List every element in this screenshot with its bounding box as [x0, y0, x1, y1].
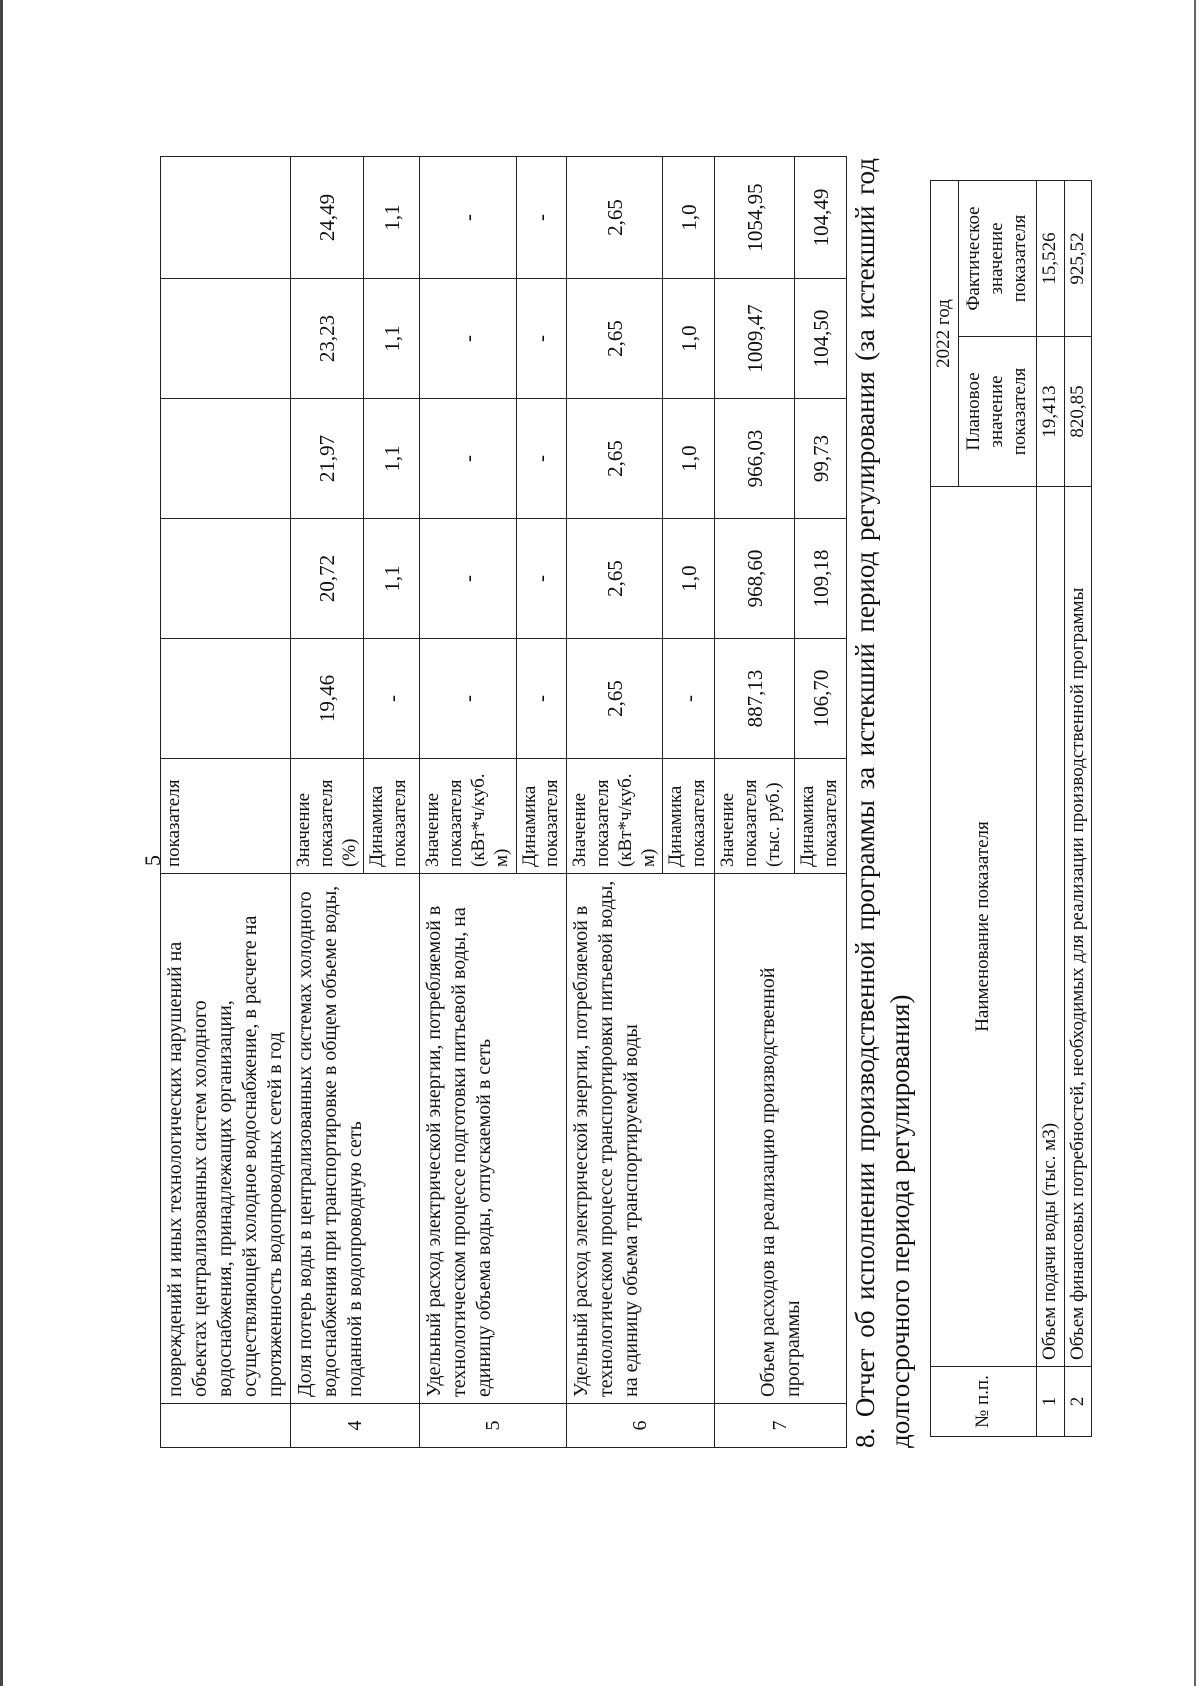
row-number — [161, 1404, 291, 1448]
value-cell: 99,73 — [795, 399, 847, 519]
report-table — [930, 180, 1092, 1437]
value-cell: 887,13 — [715, 639, 795, 759]
row-number: 1 — [1036, 1367, 1064, 1437]
header-fact: Фактическое значение показателя — [958, 180, 1036, 336]
fact-value: 925,52 — [1064, 180, 1092, 336]
row-number: 5 — [420, 1404, 567, 1448]
value-cell: - — [516, 519, 567, 639]
value-cell: - — [516, 639, 567, 759]
value-cell: 20,72 — [291, 519, 364, 639]
header-name: Наименование показателя — [931, 487, 1037, 1367]
value-cell: 1054,95 — [715, 157, 795, 279]
value-cell: 104,50 — [795, 279, 847, 399]
value-cell: - — [420, 639, 516, 759]
value-cell — [161, 279, 291, 399]
metric-label: Значение показателя (кВт*ч/куб. м) — [567, 759, 663, 874]
metric-label: Динамика показателя — [516, 759, 567, 874]
value-cell: 19,46 — [291, 639, 364, 759]
row-number: 7 — [715, 1404, 847, 1448]
value-cell: 2,65 — [567, 157, 663, 279]
plan-value: 19,413 — [1036, 337, 1064, 487]
metric-label: Значение показателя (тыс. руб.) — [715, 759, 795, 874]
value-cell: 966,03 — [715, 399, 795, 519]
value-cell: 2,65 — [567, 399, 663, 519]
value-cell: 2,65 — [567, 519, 663, 639]
value-cell: - — [420, 399, 516, 519]
page-number: 5 — [140, 855, 165, 866]
header-no: № п.п. — [931, 1367, 1037, 1437]
indicator-name: Удельный расход электрической энергии, потребляемой в технологическом процессе подготовки питьевой воды, на единицу объема воды, отпускаемой в сеть — [420, 874, 567, 1404]
value-cell: 23,23 — [291, 279, 364, 399]
value-cell: 2,65 — [567, 279, 663, 399]
value-cell: 106,70 — [795, 639, 847, 759]
metric-label: Динамика показателя — [663, 759, 715, 874]
value-cell: - — [663, 639, 715, 759]
table-row — [420, 157, 516, 1448]
table-row — [291, 157, 364, 1448]
indicator-name: Удельный расход электрической энергии, потребляемой в технологическом процессе транспортировки питьевой воды, на единицу объема транспортируемой воды — [567, 874, 715, 1404]
indicator-name: повреждений и иных технологических нарушений на объектах централизованных систем холодного водоснабжения, принадлежащих организации, осуществляющей холодное водоснабжение, в расчете на протяженность водопроводных сетей в год — [161, 874, 291, 1404]
value-cell: - — [420, 279, 516, 399]
value-cell: 1,0 — [663, 157, 715, 279]
value-cell — [161, 157, 291, 279]
header-year: 2022 год — [931, 180, 959, 486]
value-cell: 109,18 — [795, 519, 847, 639]
value-cell: 1009,47 — [715, 279, 795, 399]
value-cell: 1,0 — [663, 279, 715, 399]
row-number: 6 — [567, 1404, 715, 1448]
value-cell: - — [420, 519, 516, 639]
indicator-name: Объем подачи воды (тыс. м3) — [1036, 487, 1064, 1367]
metric-label: показателя — [161, 759, 291, 874]
table-row — [1036, 180, 1064, 1436]
value-cell: 2,65 — [567, 639, 663, 759]
metric-label: Динамика показателя — [795, 759, 847, 874]
value-cell: 1,1 — [364, 399, 420, 519]
value-cell: - — [516, 279, 567, 399]
fact-value: 15,526 — [1036, 180, 1064, 336]
header-plan: Плановое значение показателя — [958, 337, 1036, 487]
value-cell: 21,97 — [291, 399, 364, 519]
value-cell: - — [516, 157, 567, 279]
indicators-table — [160, 156, 847, 1448]
table-row — [161, 157, 291, 1448]
value-cell — [161, 639, 291, 759]
table-header-row — [931, 180, 959, 1436]
value-cell: 24,49 — [291, 157, 364, 279]
section-heading: 8. Отчет об исполнении производственной программы за истекший период регулирования (за истекший год долгосрочного периода регулирования) — [850, 158, 916, 1448]
row-number: 4 — [291, 1404, 420, 1448]
metric-label: Значение показателя (%) — [291, 759, 364, 874]
value-cell: 968,60 — [715, 519, 795, 639]
row-number: 2 — [1064, 1367, 1092, 1437]
table-row — [715, 157, 795, 1448]
indicator-name: Доля потерь воды в централизованных системах холодного водоснабжения при транспортировке в общем объеме воды, поданной в водопроводную сеть — [291, 874, 420, 1404]
value-cell: - — [420, 157, 516, 279]
value-cell — [161, 399, 291, 519]
value-cell: 1,1 — [364, 279, 420, 399]
value-cell: 1,0 — [663, 519, 715, 639]
plan-value: 820,85 — [1064, 337, 1092, 487]
indicator-name: Объем финансовых потребностей, необходимых для реализации производственной программы — [1064, 487, 1092, 1367]
table-row — [1064, 180, 1092, 1436]
indicator-name: Объем расходов на реализацию производственной программы — [715, 874, 847, 1404]
value-cell: 1,1 — [364, 157, 420, 279]
value-cell — [161, 519, 291, 639]
value-cell: - — [516, 399, 567, 519]
metric-label: Значение показателя (кВт*ч/куб. м) — [420, 759, 516, 874]
metric-label: Динамика показателя — [364, 759, 420, 874]
table-row — [567, 157, 663, 1448]
value-cell: 1,0 — [663, 399, 715, 519]
value-cell: - — [364, 639, 420, 759]
value-cell: 1,1 — [364, 519, 420, 639]
value-cell: 104,49 — [795, 157, 847, 279]
